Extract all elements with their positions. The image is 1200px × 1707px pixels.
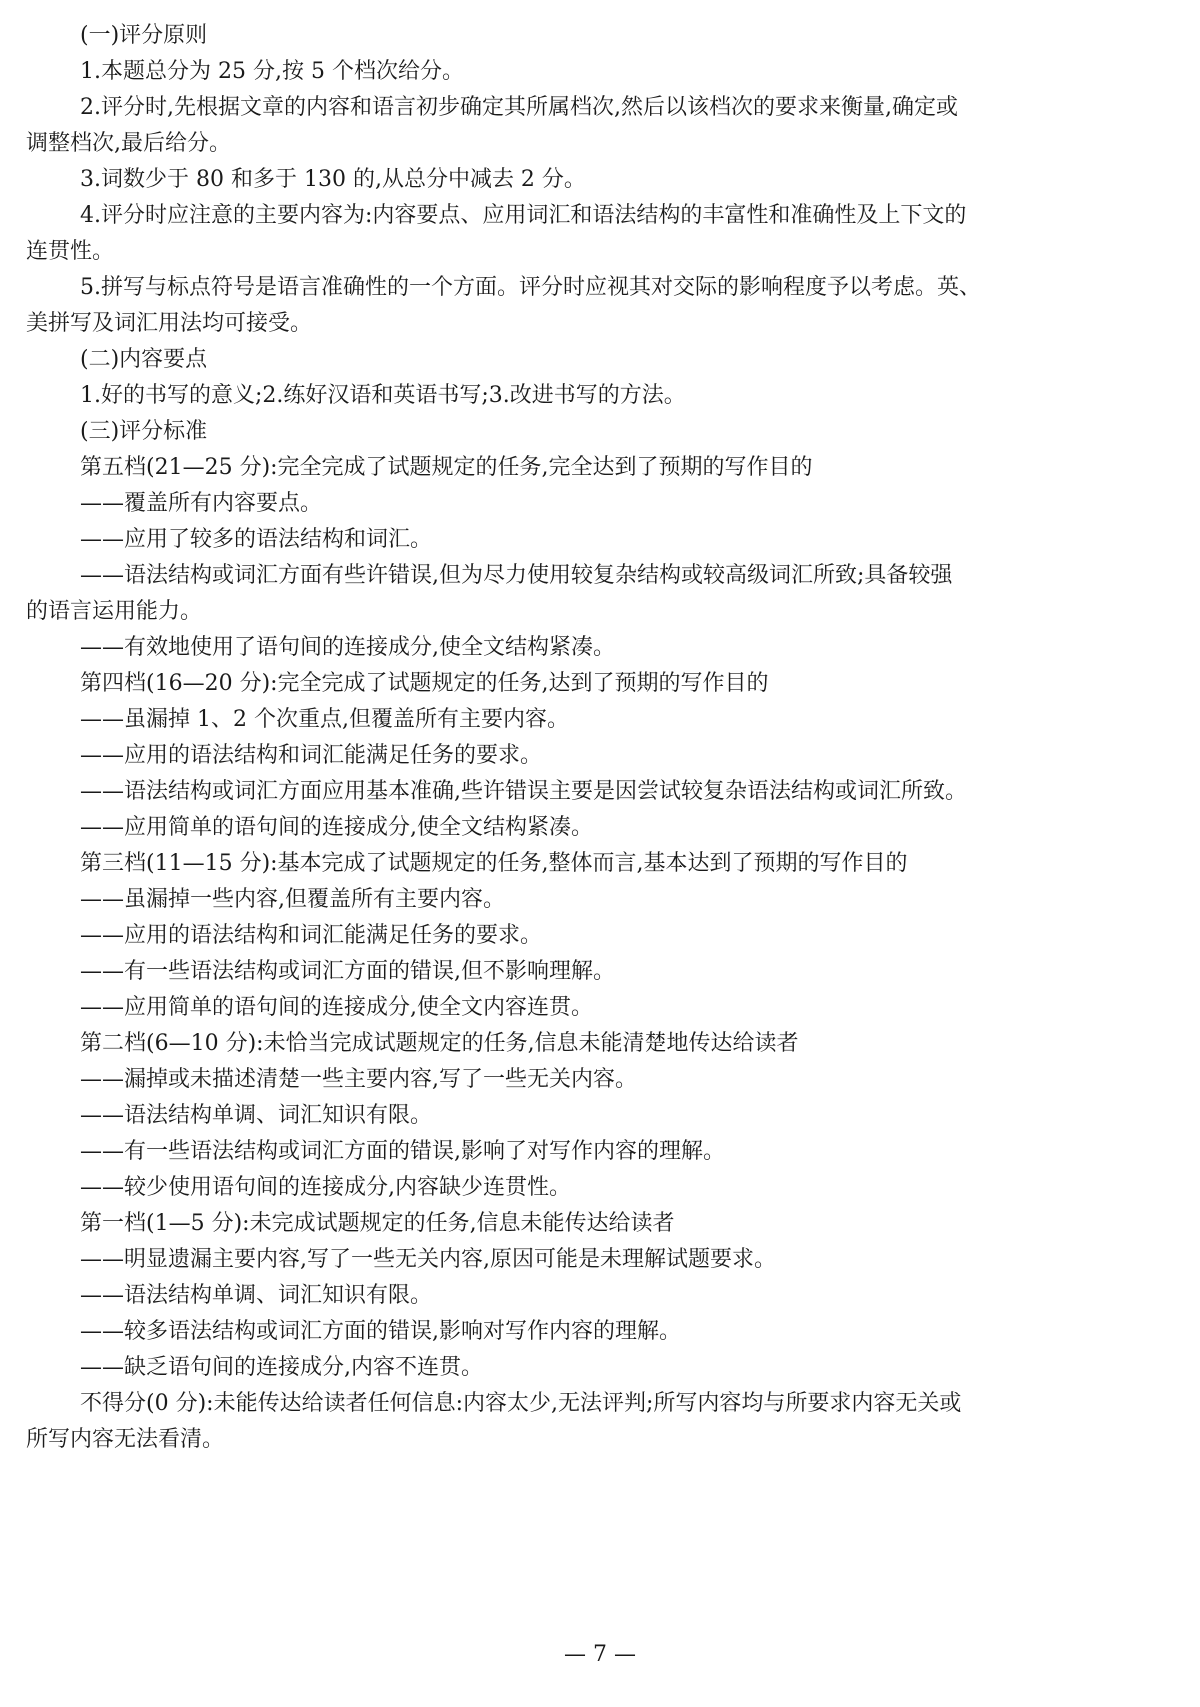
tier-4-title: 第四档(16—20 分):完全完成了试题规定的任务,达到了预期的写作目的: [80, 671, 769, 696]
tier-2-item-3: ——有一些语法结构或词汇方面的错误,影响了对写作内容的理解。: [80, 1139, 725, 1164]
principle-2-continued: 调整档次,最后给分。: [26, 131, 231, 156]
tier-3-item-3: ——有一些语法结构或词汇方面的错误,但不影响理解。: [80, 959, 615, 984]
principle-4-continued: 连贯性。: [26, 239, 115, 264]
tier-4-item-3: ——语法结构或词汇方面应用基本准确,些许错误主要是因尝试较复杂语法结构或词汇所致。: [80, 779, 967, 804]
section-heading-standards: (三)评分标准: [80, 419, 208, 444]
principle-5: 5.拼写与标点符号是语言准确性的一个方面。评分时应视其对交际的影响程度予以考虑。英、: [80, 275, 981, 300]
tier-1-title: 第一档(1—5 分):未完成试题规定的任务,信息未能传达给读者: [80, 1211, 675, 1236]
tier-0-text: 不得分(0 分):未能传达给读者任何信息:内容太少,无法评判;所写内容均与所要求内容无关或: [80, 1391, 962, 1416]
tier-4-item-1: ——虽漏掉 1、2 个次重点,但覆盖所有主要内容。: [80, 707, 569, 732]
principle-3: 3.词数少于 80 和多于 130 的,从总分中减去 2 分。: [80, 167, 586, 192]
page-number: — 7 —: [564, 1642, 636, 1667]
principle-2: 2.评分时,先根据文章的内容和语言初步确定其所属档次,然后以该档次的要求来衡量,确定或: [80, 95, 958, 120]
principle-4: 4.评分时应注意的主要内容为:内容要点、应用词汇和语法结构的丰富性和准确性及上下文的: [80, 203, 967, 228]
principle-1: 1.本题总分为 25 分,按 5 个档次给分。: [80, 59, 464, 84]
tier-5-item-1: ——覆盖所有内容要点。: [80, 491, 323, 516]
tier-4-item-2: ——应用的语法结构和词汇能满足任务的要求。: [80, 743, 543, 768]
tier-3-item-4: ——应用简单的语句间的连接成分,使全文内容连贯。: [80, 995, 593, 1020]
tier-3-item-2: ——应用的语法结构和词汇能满足任务的要求。: [80, 923, 543, 948]
section-heading-content-points: (二)内容要点: [80, 347, 208, 372]
tier-2-item-4: ——较少使用语句间的连接成分,内容缺少连贯性。: [80, 1175, 571, 1200]
tier-1-item-3: ——较多语法结构或词汇方面的错误,影响对写作内容的理解。: [80, 1319, 681, 1344]
principle-5-continued: 美拼写及词汇用法均可接受。: [26, 311, 313, 336]
tier-5-item-3-continued: 的语言运用能力。: [26, 599, 203, 624]
tier-4-item-4: ——应用简单的语句间的连接成分,使全文结构紧凑。: [80, 815, 593, 840]
tier-5-item-3: ——语法结构或词汇方面有些许错误,但为尽力使用较复杂结构或较高级词汇所致;具备较强: [80, 563, 953, 588]
tier-5-title: 第五档(21—25 分):完全完成了试题规定的任务,完全达到了预期的写作目的: [80, 455, 813, 480]
tier-3-title: 第三档(11—15 分):基本完成了试题规定的任务,整体而言,基本达到了预期的写作目的: [80, 851, 908, 876]
document-page: [26, 18, 1176, 1458]
tier-2-item-2: ——语法结构单调、词汇知识有限。: [80, 1103, 433, 1128]
tier-1-item-2: ——语法结构单调、词汇知识有限。: [80, 1283, 433, 1308]
tier-5-item-2: ——应用了较多的语法结构和词汇。: [80, 527, 433, 552]
tier-2-item-1: ——漏掉或未描述清楚一些主要内容,写了一些无关内容。: [80, 1067, 637, 1092]
tier-0-text-continued: 所写内容无法看清。: [26, 1427, 225, 1452]
content-points-text: 1.好的书写的意义;2.练好汉语和英语书写;3.改进书写的方法。: [80, 383, 686, 408]
tier-1-item-1: ——明显遗漏主要内容,写了一些无关内容,原因可能是未理解试题要求。: [80, 1247, 776, 1272]
tier-3-item-1: ——虽漏掉一些内容,但覆盖所有主要内容。: [80, 887, 505, 912]
section-heading-principles: (一)评分原则: [80, 23, 208, 48]
tier-1-item-4: ——缺乏语句间的连接成分,内容不连贯。: [80, 1355, 483, 1380]
tier-5-item-4: ——有效地使用了语句间的连接成分,使全文结构紧凑。: [80, 635, 615, 660]
tier-2-title: 第二档(6—10 分):未恰当完成试题规定的任务,信息未能清楚地传达给读者: [80, 1031, 799, 1056]
